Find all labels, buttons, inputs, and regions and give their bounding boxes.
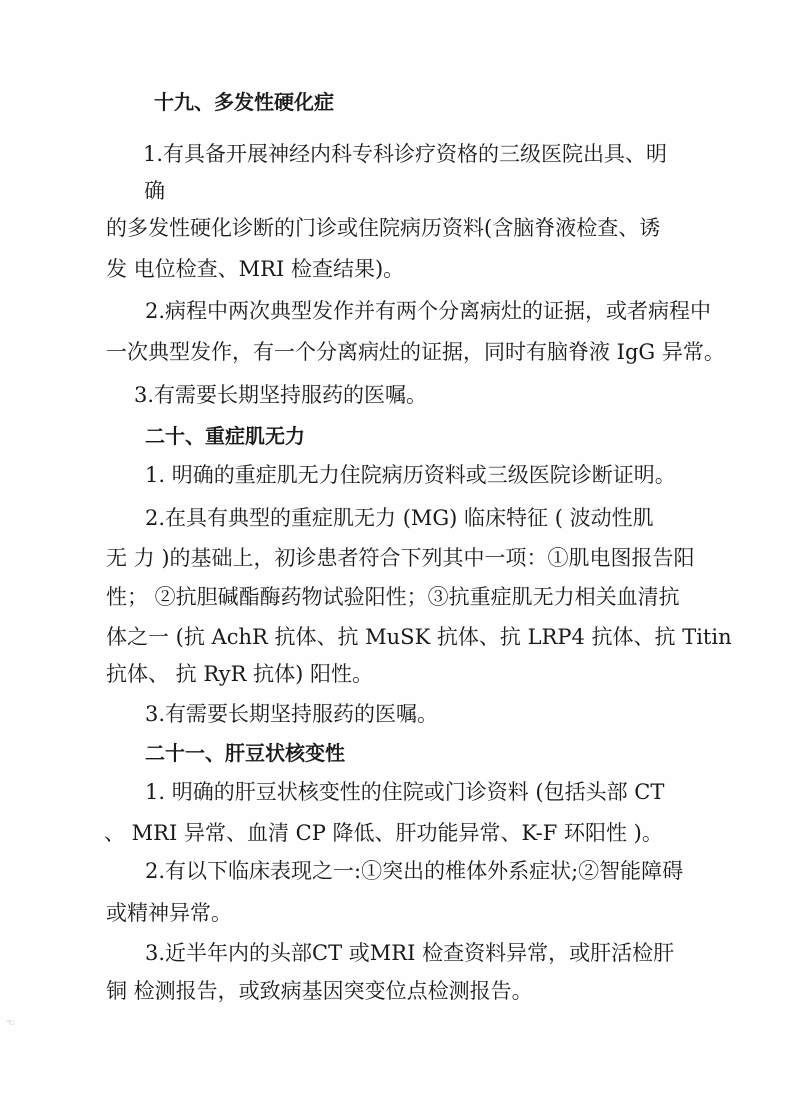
section-heading-multiple-sclerosis: 十九、多发性硬化症 xyxy=(154,90,334,114)
paragraph-line: 2.病程中两次典型发作并有两个分离病灶的证据，或者病程中 xyxy=(145,299,712,323)
paragraph-line: 确 xyxy=(144,179,165,203)
paragraph-line: 2.在具有典型的重症肌无力 (MG) 临床特征 ( 波动性肌 xyxy=(145,506,654,530)
section-heading-myasthenia-gravis: 二十、重症肌无力 xyxy=(145,424,305,448)
paragraph-line: 3.近半年内的头部CT 或MRI 检查资料异常，或肝活检肝 xyxy=(145,941,675,965)
paragraph-line: 体之一 (抗 AchR 抗体、抗 MuSK 抗体、抗 LRP4 抗体、抗 Titin xyxy=(106,625,732,649)
paragraph-line: 的多发性硬化诊断的门诊或住院病历资料(含脑脊液检查、诱 xyxy=(106,216,661,240)
paragraph-line: 1.有具备开展神经内科专科诊疗资格的三级医院出具、明 xyxy=(143,142,668,166)
paragraph-line: 抗体、 抗 RyR 抗体) 阳性。 xyxy=(106,662,374,686)
paragraph-line: 1. 明确的重症肌无力住院病历资料或三级医院诊断证明。 xyxy=(145,463,676,487)
scan-mark: ☜ xyxy=(6,1018,15,1029)
paragraph-line: 无 力 )的基础上，初诊患者符合下列其中一项：①肌电图报告阳 xyxy=(106,546,695,570)
paragraph-line: 2.有以下临床表现之一:①突出的椎体外系症状;②智能障碍 xyxy=(145,859,684,883)
paragraph-line: 一次典型发作，有一个分离病灶的证据，同时有脑脊液 IgG 异常。 xyxy=(106,340,725,364)
paragraph-line: 3.有需要长期坚持服药的医嘱。 xyxy=(145,702,439,726)
paragraph-line: 性； ②抗胆碱酯酶药物试验阳性；③抗重症肌无力相关血清抗 xyxy=(106,585,680,609)
paragraph-line: 3.有需要长期坚持服药的医嘱。 xyxy=(134,383,428,407)
paragraph-line: 、 MRI 异常、血清 CP 降低、肝功能异常、K-F 环阳性 )。 xyxy=(104,821,663,845)
paragraph-line: 铜 检测报告，或致病基因突变位点检测报告。 xyxy=(106,979,533,1003)
section-heading-wilson-disease: 二十一、肝豆状核变性 xyxy=(145,741,345,765)
paragraph-line: 发 电位检查、MRI 检查结果)。 xyxy=(106,257,405,281)
paragraph-line: 或精神异常。 xyxy=(106,901,232,925)
paragraph-line: 1. 明确的肝豆状核变性的住院或门诊资料 (包括头部 CT xyxy=(145,780,665,804)
